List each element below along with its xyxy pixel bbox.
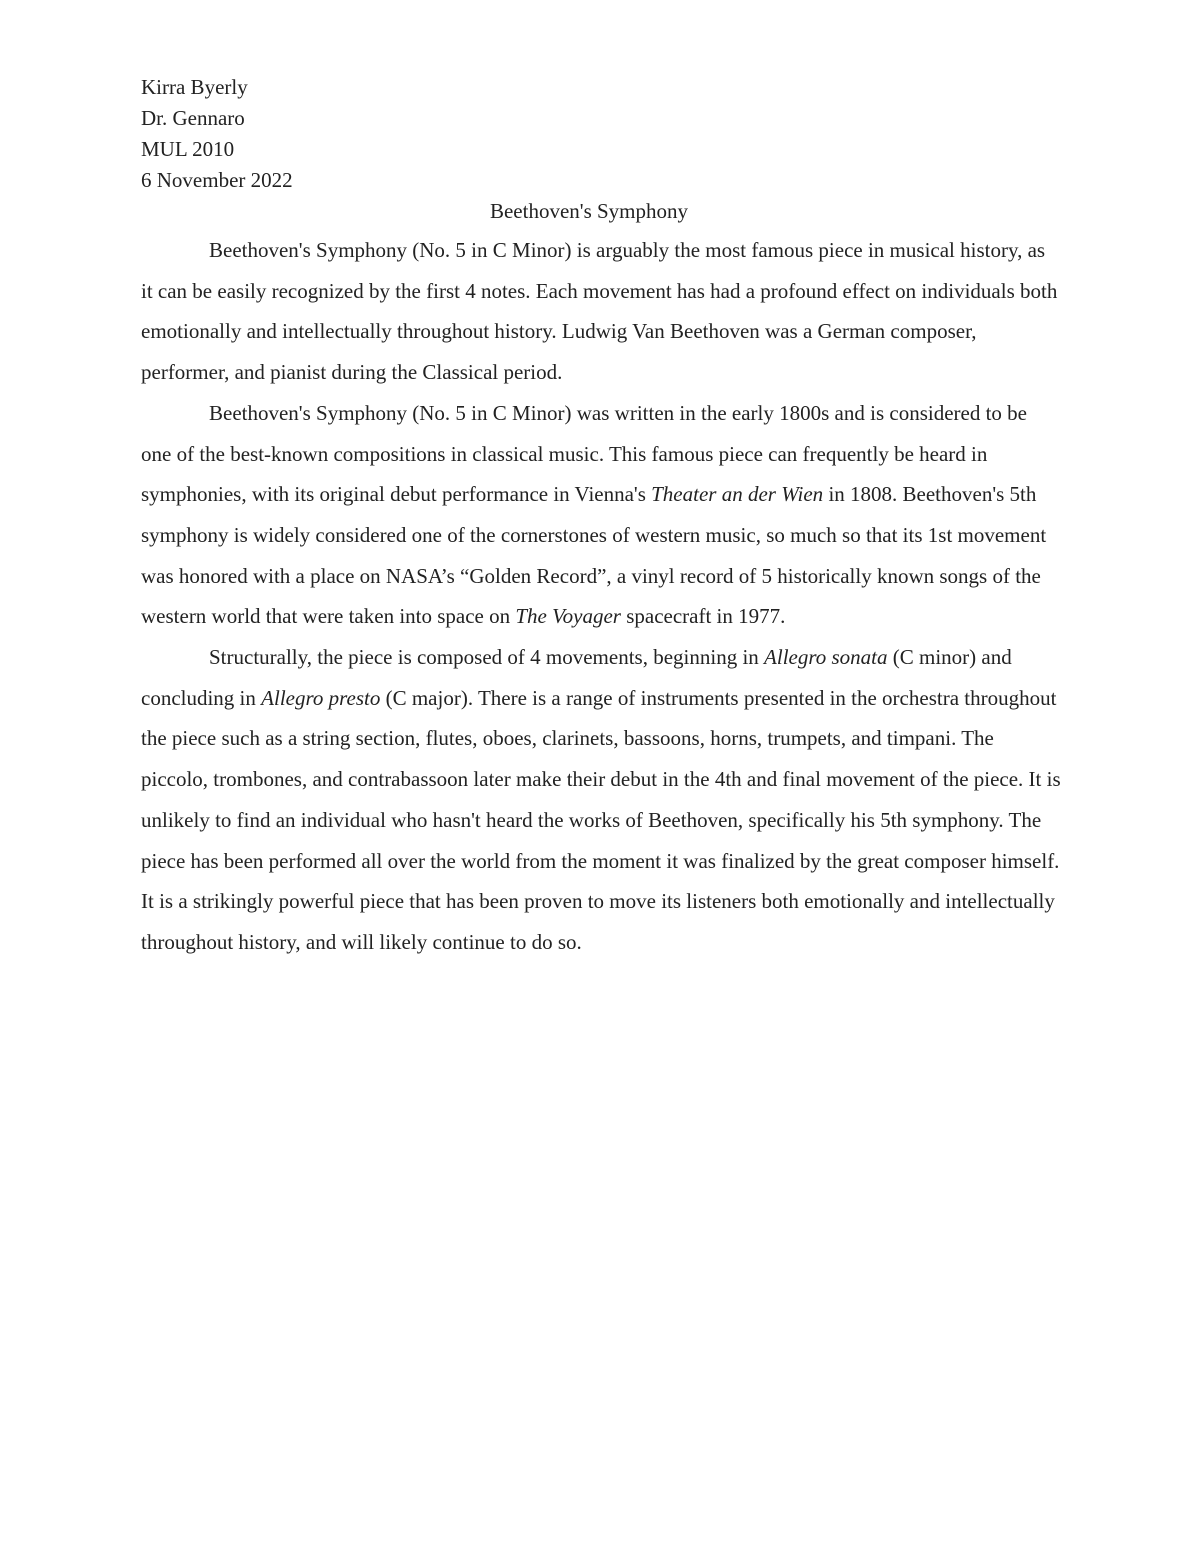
italic-text: Allegro presto	[261, 685, 381, 710]
text-run: Beethoven's Symphony (No. 5 in C Minor) was written in the early 1800s and is considered to be one of the best-known compositions in classical music. This famous piece can frequently be heard in symphonies, with its original debut performance in Vienna's	[141, 400, 1027, 507]
text-run: in 1808. Beethoven's 5th symphony is widely considered one of the cornerstones of western music, so much so that its 1st movement was honored with a place on NASA’s “Golden Record”, a vinyl record of 5 historically known songs of the western world that were taken into space on	[141, 482, 1047, 629]
document-title: Beethoven's Symphony	[489, 199, 689, 223]
document-header	[141, 72, 1061, 227]
text-run: (C major). There is a range of instruments presented in the orchestra throughout the piece such as a string section, flutes, oboes, clarinets, bassoons, horns, trumpets, and timpani. The piccolo, trombones, and contrabassoon later make their debut in the 4th and final movement of the piece. It is unlikely to find an individual who hasn't heard the works of Beethoven, specifically his 5th symphony. The piece has been performed all over the world from the moment it was finalized by the great composer himself. It is a strikingly powerful piece that has been proven to move its listeners both emotionally and intellectually throughout history, and will likely continue to do so.	[141, 685, 1061, 954]
text-run: (C minor) and concluding in	[141, 645, 1012, 710]
text-run: Beethoven's Symphony (No. 5 in C Minor) is arguably the most famous piece in musical history, as it can be easily recognized by the first 4 notes. Each movement has had a profound effect on individuals both emotionally and intellectually throughout history. Ludwig Van Beethoven was a German composer, performer, and pianist during the Classical period.	[141, 238, 1058, 385]
paragraph-3	[141, 637, 1061, 963]
italic-text: Theater an der Wien	[651, 482, 824, 507]
course-code: MUL 2010	[141, 137, 235, 161]
document-body	[141, 230, 1061, 963]
author-name: Kirra Byerly	[141, 75, 248, 99]
paragraph-2	[141, 393, 1061, 637]
text-run: Structurally, the piece is composed of 4 movements, beginning in	[209, 645, 765, 670]
italic-text: Allegro sonata	[764, 645, 888, 670]
italic-text: The Voyager	[515, 604, 621, 629]
paragraph-1	[141, 230, 1061, 393]
text-run: spacecraft in 1977.	[620, 604, 786, 629]
instructor-name: Dr. Gennaro	[141, 106, 245, 130]
document-date: 6 November 2022	[141, 168, 293, 192]
